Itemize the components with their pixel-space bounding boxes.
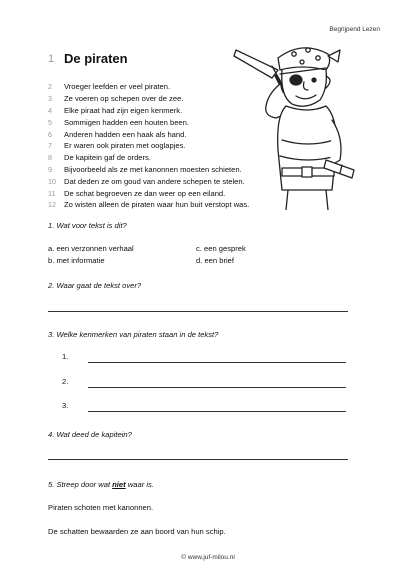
statement-2[interactable]: De schatten bewaarden ze aan boord van hun schip. — [48, 527, 226, 536]
question-5 — [48, 480, 154, 489]
question-3: 3. Welke kenmerken van piraten staan in de tekst? — [48, 330, 219, 339]
answer-row — [62, 377, 90, 386]
answer-number: 3. — [62, 401, 69, 410]
page-title: De piraten — [64, 51, 128, 66]
option-a[interactable]: a. een verzonnen verhaal — [48, 244, 134, 253]
pirate-illustration-icon — [232, 40, 356, 210]
question-4: 4. Wat deed de kapitein? — [48, 430, 132, 439]
answer-line-q4[interactable] — [48, 458, 348, 460]
line-text: De schat begroeven ze dan weer op een eiland. — [64, 188, 226, 198]
question-5-part: 5. Streep door wat — [48, 480, 113, 489]
line-number: 4 — [48, 105, 52, 115]
answer-line-q3-1[interactable] — [88, 361, 346, 363]
line-text: Elke piraat had zijn eigen kenmerk. — [64, 105, 183, 115]
line-text: Ze voeren op schepen over de zee. — [64, 94, 184, 104]
option-c[interactable]: c. een gesprek — [196, 244, 246, 253]
line-number: 3 — [48, 94, 52, 104]
line-number: 9 — [48, 164, 52, 174]
line-number: 12 — [48, 200, 56, 210]
line-number: 8 — [48, 153, 52, 163]
line-text: Anderen hadden een haak als hand. — [64, 129, 187, 139]
answer-row — [62, 401, 90, 410]
header-label: Begrijpend Lezen — [329, 26, 380, 33]
answer-line-q2[interactable] — [48, 310, 348, 312]
answer-line-q3-3[interactable] — [88, 410, 346, 412]
line-number: 2 — [48, 82, 52, 92]
question-5-emphasis: niet — [112, 480, 126, 489]
answer-number: 2. — [62, 377, 69, 386]
line-number: 11 — [48, 188, 56, 198]
line-text: Zo wisten alleen de piraten waar hun buit verstopt was. — [64, 200, 250, 210]
question-5-part: waar is. — [125, 480, 154, 489]
answer-row — [62, 352, 90, 361]
line-text: Dat deden ze om goud van andere schepen te stelen. — [64, 176, 245, 186]
line-number: 6 — [48, 129, 52, 139]
line-number: 5 — [48, 117, 52, 127]
statement-1[interactable]: Piraten schoten met kanonnen. — [48, 503, 154, 512]
line-text: Er waren ook piraten met ooglapjes. — [64, 141, 186, 151]
line-text: Sommigen hadden een houten been. — [64, 117, 189, 127]
question-2: 2. Waar gaat de tekst over? — [48, 281, 142, 290]
line-text: De kapitein gaf de orders. — [64, 153, 151, 163]
line-text: Bijvoorbeeld als ze met kanonnen moesten schieten. — [64, 164, 242, 174]
line-text: Vroeger leefden er veel piraten. — [64, 82, 171, 92]
answer-line-q3-2[interactable] — [88, 386, 346, 388]
question-1: 1. Wat voor tekst is dit? — [48, 221, 127, 230]
footer-credit: © www.juf-milou.nl — [181, 554, 235, 561]
line-number: 7 — [48, 141, 52, 151]
title-line-number: 1 — [48, 53, 55, 65]
line-number: 10 — [48, 176, 56, 186]
option-b[interactable]: b. met informatie — [48, 256, 105, 265]
option-d[interactable]: d. een brief — [196, 256, 234, 265]
answer-number: 1. — [62, 352, 69, 361]
